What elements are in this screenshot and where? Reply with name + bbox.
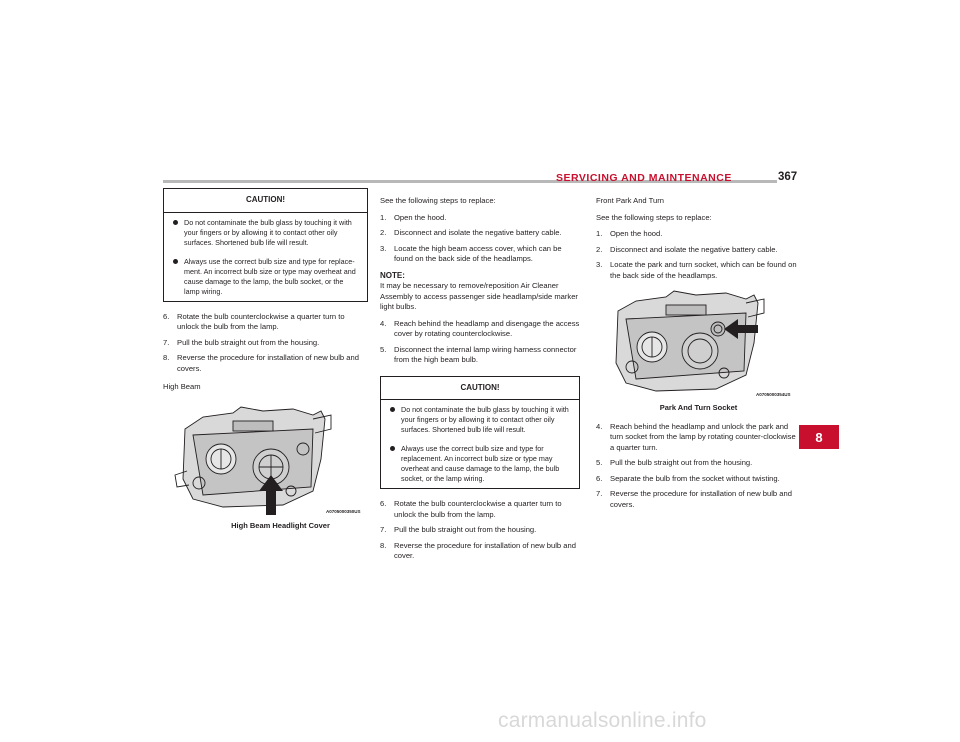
column-1 [163, 188, 368, 531]
step-number: 2. [380, 228, 387, 237]
step-text: Reverse the procedure for installation of new bulb and cover. [394, 540, 576, 560]
step [596, 474, 801, 485]
caution-box [163, 188, 368, 302]
figure-park-turn [596, 287, 801, 399]
step-text: Locate the high beam access cover, which can be found on the back side of the headlamps. [394, 243, 562, 263]
step-number: 4. [380, 318, 387, 328]
caution-title: CAUTION! [164, 189, 367, 213]
step-text: Locate the park and turn socket, which can be found on the back side of the headlamps. [610, 260, 797, 280]
figure-caption: High Beam Headlight Cover [231, 520, 330, 530]
step [380, 213, 580, 224]
step-text: Pull the bulb straight out from the housing. [394, 525, 537, 534]
figure-code: A0705000354US [756, 392, 791, 397]
step [380, 525, 580, 536]
step-text: Pull the bulb straight out from the housing. [610, 458, 753, 467]
step-number: 2. [596, 244, 603, 254]
step-text: Reverse the procedure for installation of new bulb and covers. [177, 353, 359, 373]
caution-item [381, 439, 579, 488]
step [596, 422, 801, 454]
step-number: 3. [380, 243, 387, 253]
figure-caption: Park And Turn Socket [659, 403, 738, 412]
intro-text: See the following steps to replace: [380, 196, 496, 205]
step-text: Disconnect and isolate the negative battery cable. [610, 244, 778, 254]
step-number: 7. [596, 489, 603, 498]
step-number: 5. [380, 344, 387, 354]
step-text: Separate the bulb from the socket without twisting. [610, 473, 780, 483]
step-number: 8. [380, 540, 387, 550]
step-number: 6. [163, 311, 170, 321]
column-3 [596, 196, 801, 515]
bullet-icon [173, 220, 178, 225]
caution-item [164, 213, 367, 252]
step-text: Open the hood. [610, 229, 663, 238]
step-number: 6. [596, 473, 603, 483]
step [163, 353, 368, 374]
park-turn-socket-illustration [596, 287, 801, 399]
intro-text: See the following steps to replace: [596, 212, 712, 222]
step-number: 8. [163, 353, 170, 362]
figure-high-beam [163, 399, 368, 517]
step [596, 260, 801, 281]
step-text: Disconnect and isolate the negative battery cable. [394, 228, 562, 237]
step [596, 489, 801, 510]
bullet-icon [390, 407, 395, 412]
step [380, 345, 580, 366]
step [163, 338, 368, 349]
figure-code: A0705000350US [326, 508, 361, 514]
step-number: 7. [380, 525, 387, 534]
watermark: carmanualsonline.info [498, 709, 707, 732]
chapter-tab: 8 [799, 425, 839, 449]
caution-title: CAUTION! [381, 377, 579, 401]
step-text: Open the hood. [394, 212, 447, 222]
step-text: Reach behind the headlamp and disengage the access cover by rotating counterclockwise. [394, 318, 580, 338]
step-text: Reverse the procedure for installation of new bulb and covers. [610, 489, 792, 509]
step [380, 228, 580, 239]
headlight-illustration [163, 399, 368, 517]
caution-box [380, 376, 580, 490]
caution-item [381, 400, 579, 439]
caution-text: Do not contaminate the bulb glass by touching it with your fingers or by allowing it to contact other oily surfaces. Shortened bulb life will result. [401, 405, 569, 434]
step [380, 319, 580, 340]
step-text: Rotate the bulb counterclockwise a quarter turn to unlock the bulb from the lamp. [394, 499, 562, 519]
step-number: 5. [596, 458, 603, 467]
caution-item [164, 252, 367, 301]
step [596, 229, 801, 240]
bullet-icon [173, 259, 178, 264]
step-number: 6. [380, 499, 387, 508]
step-number: 4. [596, 421, 603, 431]
note-label: NOTE: [380, 270, 405, 280]
column-2 [380, 196, 580, 567]
step-text: Pull the bulb straight out from the housing. [177, 337, 320, 347]
bullet-icon [390, 446, 395, 451]
caution-text: Always use the correct bulb size and type for replacement. An incorrect bulb size or type may overheat and cause damage to the lamp, the bulb socket, or the lamp wiring. [401, 444, 560, 483]
step [596, 245, 801, 256]
step-text: Rotate the bulb counterclockwise a quarter turn to unlock the bulb from the lamp. [177, 311, 345, 331]
step [380, 499, 580, 520]
page-number: 367 [778, 171, 798, 183]
step [380, 541, 580, 562]
step-text: Disconnect the internal lamp wiring harness connector from the high beam bulb. [394, 344, 577, 364]
subheading-front-park-turn: Front Park And Turn [596, 196, 664, 205]
section-title: SERVICING AND MAINTENANCE [556, 172, 732, 184]
step-number: 7. [163, 337, 170, 347]
caution-text: Do not contaminate the bulb glass by touching it with your fingers or by allowing it to contact other oily surfaces. Shortened bulb life will result. [184, 217, 352, 247]
step-text: Reach behind the headlamp and unlock the park and turn socket from the lamp by rotating counter-clockwise a quarter turn. [610, 421, 796, 452]
subheading-high-beam: High Beam [163, 382, 201, 391]
step-number: 1. [596, 229, 603, 238]
step [380, 244, 580, 265]
step-number: 3. [596, 260, 603, 269]
step [163, 312, 368, 333]
step [596, 458, 801, 469]
note-text: It may be necessary to remove/reposition Air Cleaner Assembly to access passenger side headlamp/side marker light bulbs. [380, 281, 578, 311]
step-number: 1. [380, 212, 387, 222]
caution-text: Always use the correct bulb size and type for replace-ment. An incorrect bulb size or type may overheat and cause damage to the lamp, the bulb socket, or the lamp wiring. [184, 256, 356, 296]
